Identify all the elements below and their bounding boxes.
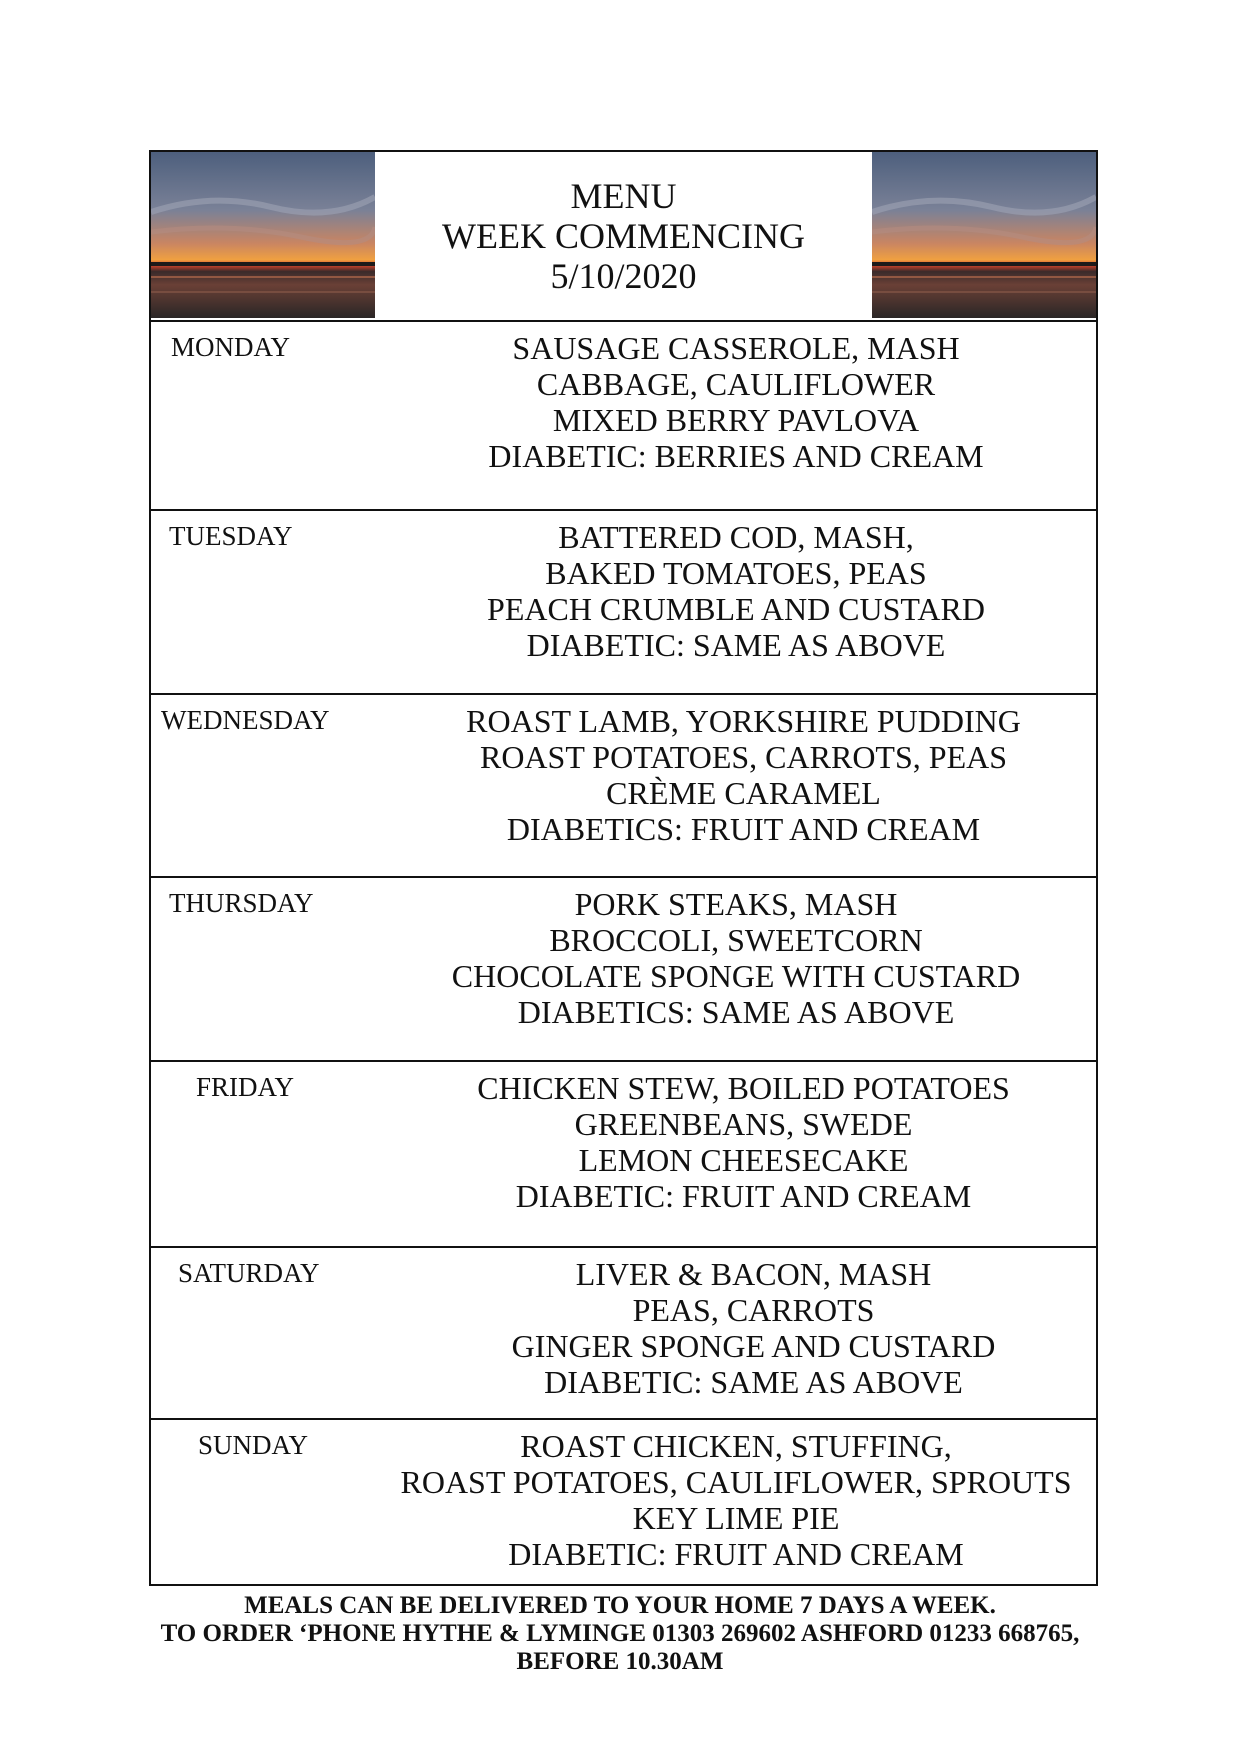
dish-line: DIABETIC: FRUIT AND CREAM: [508, 1536, 964, 1572]
day-row-wednesday: [151, 695, 1096, 878]
dish-line: ROAST POTATOES, CAULIFLOWER, SPROUTS: [400, 1464, 1072, 1500]
dish-line: PEACH CRUMBLE AND CUSTARD: [487, 591, 985, 627]
dish-line: SAUSAGE CASSEROLE, MASH: [512, 330, 960, 366]
dish-line: DIABETIC: SAME AS ABOVE: [544, 1364, 963, 1400]
day-label: FRIDAY: [196, 1072, 295, 1102]
day-label: SUNDAY: [198, 1430, 309, 1460]
dish-line: LIVER & BACON, MASH: [575, 1256, 932, 1292]
dish-line: CABBAGE, CAULIFLOWER: [536, 366, 936, 402]
dish-line: CHICKEN STEW, BOILED POTATOES: [477, 1070, 1010, 1106]
sunset-photo-left: [151, 152, 375, 318]
day-dishes: [151, 886, 1096, 1030]
title-week-commencing: WEEK COMMENCING: [442, 216, 805, 256]
day-dishes: [151, 1428, 1096, 1572]
footer-notice: [0, 1592, 1240, 1676]
dish-line: DIABETIC: BERRIES AND CREAM: [488, 438, 984, 474]
dish-line: BATTERED COD, MASH,: [558, 519, 914, 555]
day-dishes: [151, 330, 1096, 474]
dish-line: DIABETIC: FRUIT AND CREAM: [515, 1178, 972, 1214]
day-row-saturday: [151, 1248, 1096, 1420]
day-dishes: [151, 519, 1096, 663]
dish-line: BROCCOLI, SWEETCORN: [549, 922, 923, 958]
dish-line: LEMON CHEESECAKE: [578, 1142, 909, 1178]
dish-line: GINGER SPONGE AND CUSTARD: [511, 1328, 996, 1364]
dish-line: ROAST CHICKEN, STUFFING,: [520, 1428, 952, 1464]
day-row-thursday: [151, 878, 1096, 1062]
title-date: 5/10/2020: [550, 256, 697, 296]
day-label: THURSDAY: [169, 888, 314, 918]
dish-line: DIABETIC: SAME AS ABOVE: [526, 627, 946, 663]
day-dishes: [151, 1256, 1096, 1400]
footer-delivery-line: MEALS CAN BE DELIVERED TO YOUR HOME 7 DAYS A WEEK.: [244, 1592, 996, 1619]
day-row-friday: [151, 1062, 1096, 1248]
dish-line: BAKED TOMATOES, PEAS: [545, 555, 927, 591]
day-label: WEDNESDAY: [161, 705, 330, 735]
dish-line: GREENBEANS, SWEDE: [574, 1106, 913, 1142]
day-dishes: [151, 703, 1096, 847]
dish-line: ROAST POTATOES, CARROTS, PEAS: [479, 739, 1008, 775]
day-row-sunday: [151, 1420, 1096, 1584]
sunset-photo-right: [872, 152, 1096, 318]
dish-line: MIXED BERRY PAVLOVA: [552, 402, 920, 438]
day-dishes: [151, 1070, 1096, 1214]
dish-line: PEAS, CARROTS: [632, 1292, 875, 1328]
dish-line: CRÈME CARAMEL: [606, 775, 881, 811]
menu-header: [151, 152, 1096, 322]
menu-title: [375, 152, 872, 320]
day-row-tuesday: [151, 511, 1096, 695]
dish-line: KEY LIME PIE: [632, 1500, 840, 1536]
dish-line: DIABETICS: FRUIT AND CREAM: [506, 811, 981, 847]
footer-phone-line: TO ORDER ‘PHONE HYTHE & LYMINGE 01303 269602 ASHFORD 01233 668765,: [160, 1620, 1080, 1647]
menu-table: [149, 150, 1098, 1586]
day-label: TUESDAY: [169, 521, 293, 551]
dish-line: ROAST LAMB, YORKSHIRE PUDDING: [466, 703, 1021, 739]
title-menu: MENU: [570, 176, 677, 216]
day-label: MONDAY: [171, 332, 291, 362]
footer-deadline-line: BEFORE 10.30AM: [516, 1648, 724, 1675]
dish-line: CHOCOLATE SPONGE WITH CUSTARD: [451, 958, 1021, 994]
dish-line: PORK STEAKS, MASH: [574, 886, 898, 922]
day-label: SATURDAY: [178, 1258, 320, 1288]
day-row-monday: [151, 322, 1096, 511]
dish-line: DIABETICS: SAME AS ABOVE: [517, 994, 955, 1030]
